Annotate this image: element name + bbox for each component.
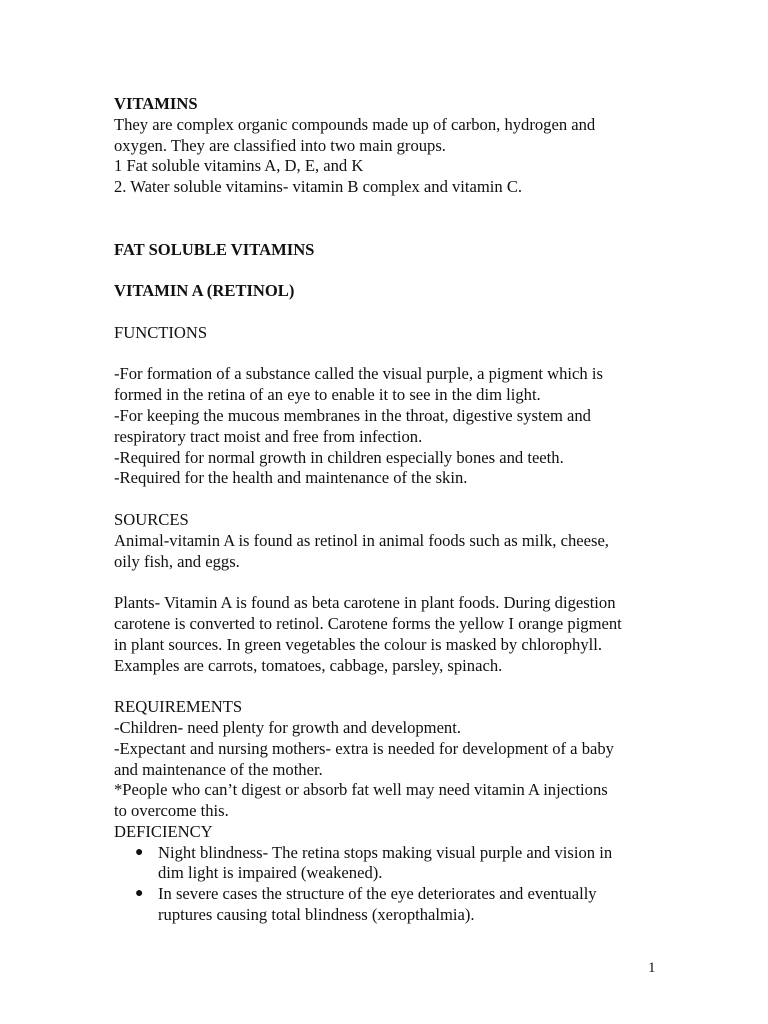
sources-plant-line: Examples are carrots, tomatoes, cabbage, parsley, spinach. — [114, 655, 503, 675]
requirements-line: *People who can’t digest or absorb fat well may need vitamin A injections — [114, 780, 608, 800]
sources-animal-line: Animal-vitamin A is found as retinol in animal foods such as milk, cheese, — [114, 530, 609, 550]
intro-line: They are complex organic compounds made up of carbon, hydrogen and — [114, 114, 596, 134]
functions-line: respiratory tract moist and free from infection. — [114, 426, 423, 446]
bullet-icon: ● — [135, 886, 144, 902]
spacer — [114, 198, 659, 240]
deficiency-item-line: In severe cases the structure of the eye deteriorates and eventually — [158, 884, 597, 904]
requirements-line: and maintenance of the mother. — [114, 759, 323, 779]
deficiency-item-line: dim light is impaired (weakened). — [158, 863, 383, 883]
functions-line: -Required for normal growth in children especially bones and teeth. — [114, 447, 564, 467]
sources-plant-line: Plants- Vitamin A is found as beta carotene in plant foods. During digestion — [114, 593, 616, 613]
spacer — [114, 489, 659, 510]
requirements-line: -Expectant and nursing mothers- extra is needed for development of a baby — [114, 738, 614, 758]
functions-line: -For formation of a substance called the visual purple, a pigment which is — [114, 364, 603, 384]
spacer — [114, 302, 659, 323]
heading-vitamin-a: VITAMIN A (RETINOL) — [114, 281, 295, 301]
functions-line: -Required for the health and maintenance of the skin. — [114, 468, 468, 488]
intro-line: oxygen. They are classified into two main groups. — [114, 135, 446, 155]
heading-requirements: REQUIREMENTS — [114, 697, 243, 717]
requirements-line: to overcome this. — [114, 801, 229, 821]
deficiency-item-line: Night blindness- The retina stops making visual purple and vision in — [158, 842, 613, 862]
deficiency-item-line: ruptures causing total blindness (xeropthalmia). — [158, 905, 475, 925]
list-item — [114, 884, 659, 926]
bullet-icon: ● — [135, 844, 144, 860]
sources-plant-line: in plant sources. In green vegetables the colour is masked by chlorophyll. — [114, 634, 603, 654]
intro-line: 1 Fat soluble vitamins A, D, E, and K — [114, 156, 364, 176]
heading-deficiency: DEFICIENCY — [114, 821, 213, 841]
sources-plant-line: carotene is converted to retinol. Carotene forms the yellow I orange pigment — [114, 613, 622, 633]
spacer — [114, 344, 659, 365]
functions-line: -For keeping the mucous membranes in the throat, digestive system and — [114, 405, 591, 425]
sources-animal-line: oily fish, and eggs. — [114, 551, 240, 571]
spacer — [114, 572, 659, 593]
section-title-vitamins: VITAMINS — [114, 94, 198, 113]
heading-sources: SOURCES — [114, 509, 189, 529]
heading-fat-soluble-vitamins: FAT SOLUBLE VITAMINS — [114, 239, 315, 259]
heading-functions: FUNCTIONS — [114, 322, 208, 342]
intro-line: 2. Water soluble vitamins- vitamin B complex and vitamin C. — [114, 177, 523, 197]
deficiency-list — [114, 843, 659, 926]
functions-line: formed in the retina of an eye to enable it to see in the dim light. — [114, 385, 541, 405]
spacer — [114, 260, 659, 281]
document-page — [114, 94, 659, 926]
requirements-line: -Children- need plenty for growth and development. — [114, 717, 461, 737]
spacer — [114, 676, 659, 697]
list-item — [114, 843, 659, 885]
page-number: 1 — [648, 960, 656, 976]
